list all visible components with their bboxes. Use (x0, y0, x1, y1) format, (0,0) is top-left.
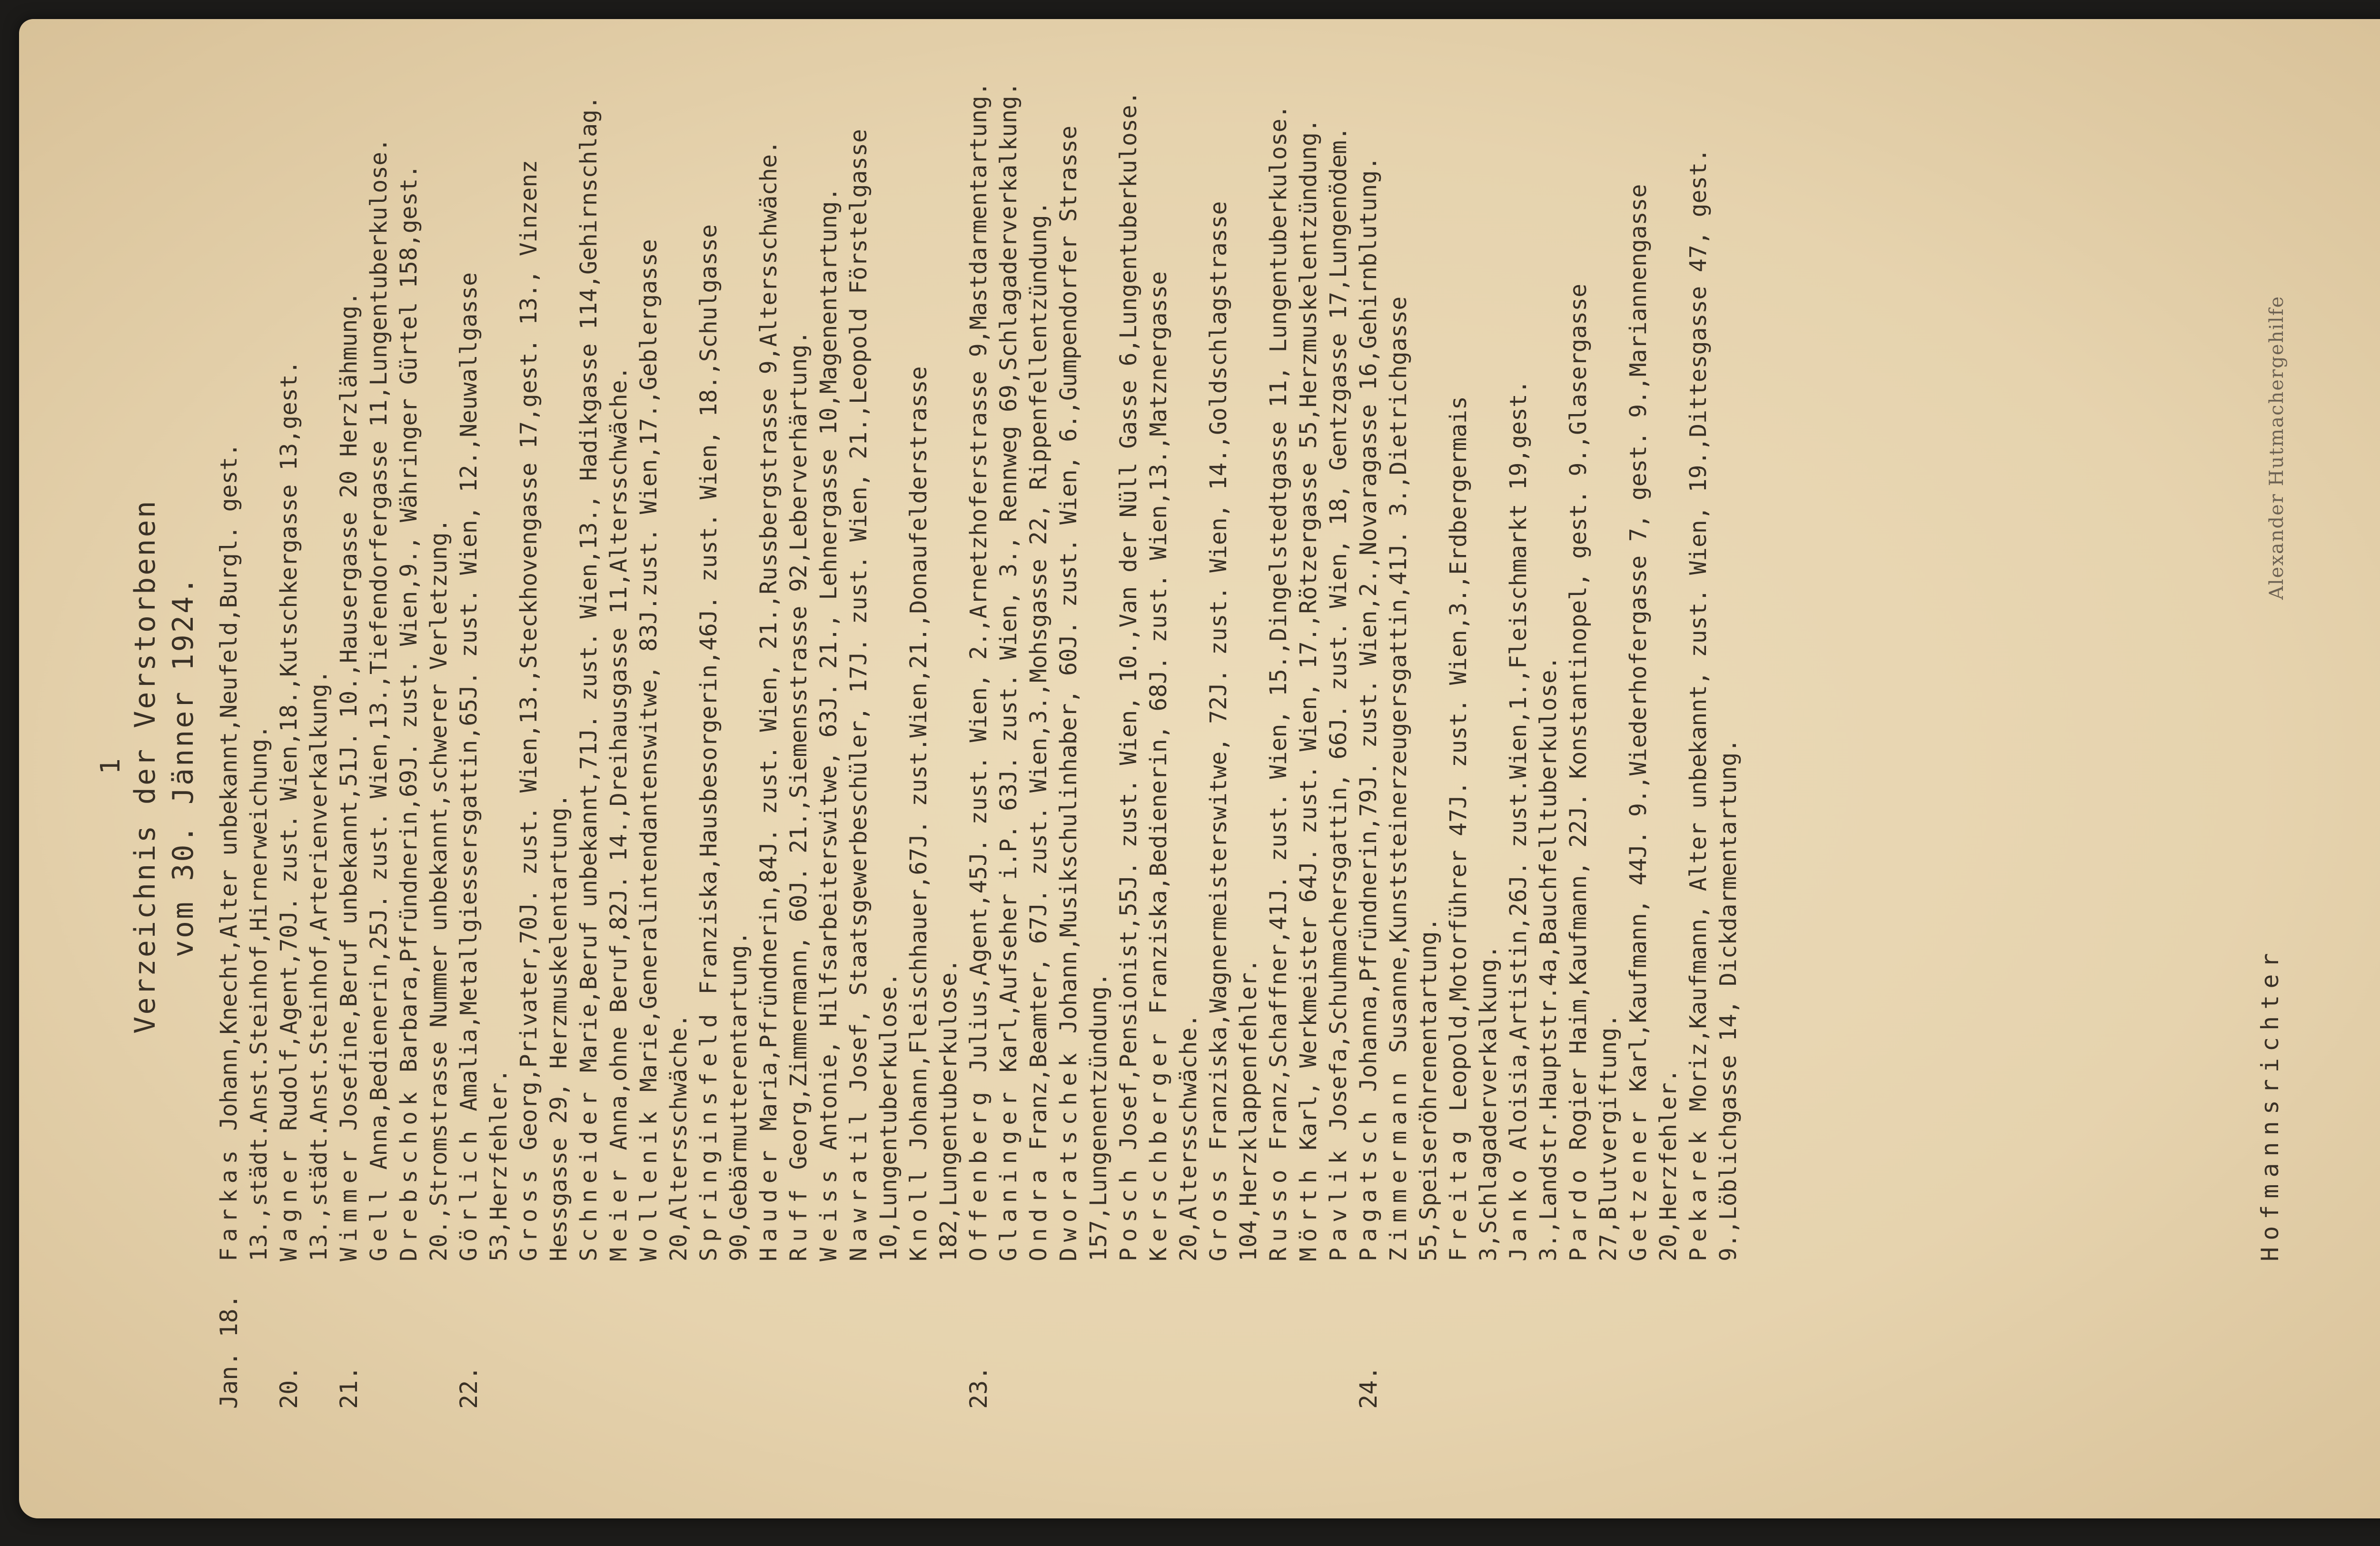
document-date: vom 30. Jänner 1924. (167, 575, 200, 958)
entry-surname: Wollenik (635, 1105, 662, 1261)
entry-surname: Gross (516, 1164, 542, 1261)
entry-details: Franziska,Wagnermeisterswitwe, 72J. zust. Wien, 14.,Goldschlagstrasse 104,Herzklappenfehler. (1205, 201, 1262, 1261)
entry-surname: Farkas (216, 1144, 242, 1261)
entry-details: Johann,Musikschulinhaber, 60J. zust. Wien, 6.,Gumpendorfer Strasse 157,Lungenentzündung. (1055, 125, 1112, 1261)
entry-surname: Weiss (815, 1164, 842, 1261)
entry-details: Susanne,Kunststeinerzeugersgattin,41J. 3.,Dietrichgasse 55,Speiseröhrenentartung. (1385, 296, 1442, 1261)
register-entry (1624, 67, 1684, 1409)
entry-surname: Hauder (755, 1144, 782, 1261)
entry-surname: Pavlik (1325, 1144, 1352, 1261)
entry-surname: Kerschberger (1145, 1028, 1172, 1261)
register-entry (904, 67, 964, 1409)
document-page (19, 19, 2380, 1518)
entry-date: 23. (965, 1366, 992, 1409)
register-entry (964, 67, 994, 1409)
entry-surname: Knoll (905, 1164, 932, 1261)
register-entry (1054, 67, 1114, 1409)
register-entry (1504, 67, 1564, 1409)
entry-details: Barbara,Pfründnerin,69J. zust. Wien,9., Währinger Gürtel 158,gest. 20.,Stromstrasse Nummer unbekannt,schwerer Verletzung. (396, 164, 452, 1261)
footer-name: Hofmannsrichter (2256, 946, 2284, 1261)
register-entry (1444, 67, 1504, 1409)
entry-details: Karl, Werkmeister 64J. zust. Wien, 17.,Rötzergasse 55,Herzmuskelentzündung. (1295, 119, 1322, 1150)
entry-details: Antonie, Hilfsarbeiterswitwe, 63J. 21., Lehnergasse 10,Magenentartung. (815, 187, 842, 1150)
entry-details: Johann,Knecht,Alter unbekannt,Neufeld,Burgl. gest. 13.,städt.Anst.Steinhof,Hirnerweichung. (216, 443, 272, 1261)
entry-surname: Pagatsch (1355, 1105, 1382, 1261)
entry-surname: Gross (1205, 1164, 1232, 1261)
register-entry (1684, 67, 1744, 1409)
entry-details: Karl,Aufseher i.P. 63J. zust. Wien, 3., Rennweg 69,Schlagaderverkalkung. (995, 82, 1022, 1072)
entry-surname: Gell (366, 1183, 392, 1261)
register-entry (394, 67, 454, 1409)
entry-details: Johanna,Pfründnerin,79J. zust. Wien,2.,Novaragasse 16,Gehirnblutung. (1355, 156, 1382, 1092)
entry-details: Marie,Beruf unbekannt,71J. zust. Wien,13., Hadikgasse 114,Gehirnschlag. (575, 96, 602, 1072)
register-entry (274, 67, 334, 1409)
rotated-page-content (57, 29, 2380, 1504)
entry-details: Georg,Zimmermann, 60J. 21.,Siemensstrasse 92,Leberverhärtung. (785, 330, 812, 1170)
register-entry (814, 67, 844, 1409)
entry-surname: Nawratil (845, 1105, 872, 1261)
entry-details: Josef,Pensionist,55J. zust. Wien, 10.,Van der Nüll Gasse 6,Lungentuberkulose. (1115, 91, 1142, 1150)
entry-date: 24. (1355, 1366, 1382, 1409)
entry-surname: Getzener (1625, 1105, 1652, 1261)
register-entry (1564, 67, 1624, 1409)
entry-date: 22. (455, 1366, 483, 1409)
entry-surname: Schneider (575, 1086, 602, 1261)
register-entry (1114, 67, 1144, 1409)
entry-surname: Zimmermann (1385, 1067, 1412, 1261)
entry-details: Josef, Staatsgewerbeschüler, 17J. zust. Wien, 21.,Leopold Förstelgasse 10,Lungentuberkulose. (845, 129, 902, 1261)
entry-details: Amalia,Metallgiessersgattin,65J. zust. Wien, 12.,Neuwallgasse 53,Herzfehler. (456, 272, 512, 1261)
register-entry (364, 67, 394, 1409)
entry-surname: Janko (1505, 1164, 1532, 1261)
entry-surname: Wagner (276, 1144, 302, 1261)
entry-date: Jan. 18. (215, 1294, 243, 1409)
register-entry (454, 67, 514, 1409)
page-number: 1 (95, 758, 126, 774)
entry-surname: Springinsfeld (695, 1008, 722, 1261)
entry-details: Georg,Privater,70J. zust. Wien,13.,Steckhovengasse 17,gest. 13., Vinzenz Hessgasse 29, Herzmuskelentartung. (516, 159, 572, 1261)
entry-date: 20. (275, 1366, 303, 1409)
entry-details: Moriz,Kaufmann, Alter unbekannt, zust. Wien, 19.,Dittesgasse 47, gest. 9.,Löblichgasse 14, Dickdarmentartung. (1685, 148, 1742, 1261)
entry-details: Josefa,Schuhmachersgattin, 66J. zust. Wien, 18, Gentzgasse 17,Lungenödem. (1325, 127, 1352, 1131)
register-entry (514, 67, 574, 1409)
entry-details: Franziska,Bedienerin, 68J. zust. Wien,13.,Matznergasse 20,Altersschwäche. (1145, 271, 1202, 1261)
entry-surname: Pekarek (1685, 1125, 1712, 1261)
entry-details: Leopold,Motorführer 47J. zust. Wien,3.,Erdbergermais 3,Schlagaderverkalkung. (1445, 396, 1502, 1261)
entry-surname: Ruff (785, 1183, 812, 1261)
entry-details: Maria,Pfründnerin,84J. zust. Wien, 21.,Russbergstrasse 9,Altersschwäche. (755, 140, 782, 1131)
register-entry (1324, 67, 1354, 1409)
register-entry (694, 67, 754, 1409)
entry-details: Anna,ohne Beruf,82J. 14.,Dreihausgasse 11,Altersschwäche. (605, 366, 632, 1150)
entry-surname: Mörth (1295, 1164, 1322, 1261)
register-entry (1264, 67, 1294, 1409)
register-entry (1384, 67, 1444, 1409)
entry-details: Franz,Beamter, 67J. zust. Wien,3.,Mohsgasse 22, Rippenfellentzündung. (1025, 201, 1052, 1150)
entry-surname: Dworatschek (1055, 1047, 1082, 1261)
entry-details: Rogier Haim,Kaufmann, 22J. Konstantinopel, gest. 9.,Glasergasse 27,Blutvergiftung. (1565, 283, 1622, 1261)
footer-stamp: Alexander Hutmachergehilfe (2266, 295, 2288, 600)
entry-details: Franziska,Hausbesorgerin,46J. zust. Wien, 18.,Schulgasse 90,Gebärmutterentartung. (695, 224, 752, 1261)
entry-details: Marie,Generalintendantenswitwe, 83J.zust. Wien,17.,Geblergasse 20,Altersschwäche. (635, 239, 692, 1261)
register-entry (1204, 67, 1264, 1409)
register-entry (334, 67, 364, 1409)
register-entry (1294, 67, 1324, 1409)
death-register-list (214, 67, 1744, 1409)
register-entry (1144, 67, 1204, 1409)
register-entry (754, 67, 784, 1409)
entry-details: Aloisia,Artistin,26J. zust.Wien,1.,Fleischmarkt 19,gest. 3.,Landstr.Hauptstr.4a,Bauchfelltuberkulose. (1505, 380, 1562, 1261)
entry-details: Rudolf,Agent,70J. zust. Wien,18.,Kutschkergasse 13,gest. 13.,städt.Anst.Steinhof,Arterienverkalkung. (276, 360, 332, 1261)
entry-surname: Freitag (1445, 1125, 1472, 1261)
entry-surname: Pardo (1565, 1164, 1592, 1261)
entry-details: Josefine,Beruf unbekannt,51J. 10.,Hausergasse 20 Herzlähmung. (336, 291, 362, 1131)
entry-surname: Offenberg (965, 1086, 992, 1261)
entry-surname: Russo (1265, 1164, 1292, 1261)
entry-details: Johann,Fleischhauer,67J. zust.Wien,21.,Donaufelderstrasse 182,Lungentuberkulose. (905, 366, 962, 1261)
register-entry (574, 67, 604, 1409)
entry-surname: Glaninger (995, 1086, 1022, 1261)
entry-details: Karl,Kaufmann, 44J. 9.,Wiederhofergasse 7, gest. 9.,Mariannengasse 20,Herzfehler. (1625, 184, 1682, 1261)
document-title: Verzeichnis der Verstorbenen (129, 499, 162, 1034)
entry-surname: Drebschok (396, 1086, 422, 1261)
entry-details: Franz,Schaffner,41J. zust. Wien, 15.,Dingelstedtgasse 11, Lungentuberkulose. (1265, 105, 1292, 1150)
entry-details: Julius,Agent,45J. zust. Wien, 2.,Arnetzhoferstrasse 9,Mastdarmentartung. (965, 82, 992, 1072)
entry-surname: Ondra (1025, 1164, 1052, 1261)
entry-surname: Posch (1115, 1164, 1142, 1261)
register-entry (1024, 67, 1054, 1409)
entry-surname: Görlich (456, 1125, 482, 1261)
register-entry (844, 67, 904, 1409)
register-entry (214, 67, 274, 1409)
entry-surname: Meier (605, 1164, 632, 1261)
register-entry (634, 67, 694, 1409)
entry-date: 21. (335, 1366, 363, 1409)
register-entry (994, 67, 1024, 1409)
entry-surname: Wimmer (336, 1144, 362, 1261)
register-entry (604, 67, 634, 1409)
entry-details: Anna,Bedienerin,25J. zust. Wien,13.,Tiefendorfergasse 11,Lungentuberkulose. (366, 138, 392, 1170)
register-entry (784, 67, 814, 1409)
register-entry (1354, 67, 1384, 1409)
